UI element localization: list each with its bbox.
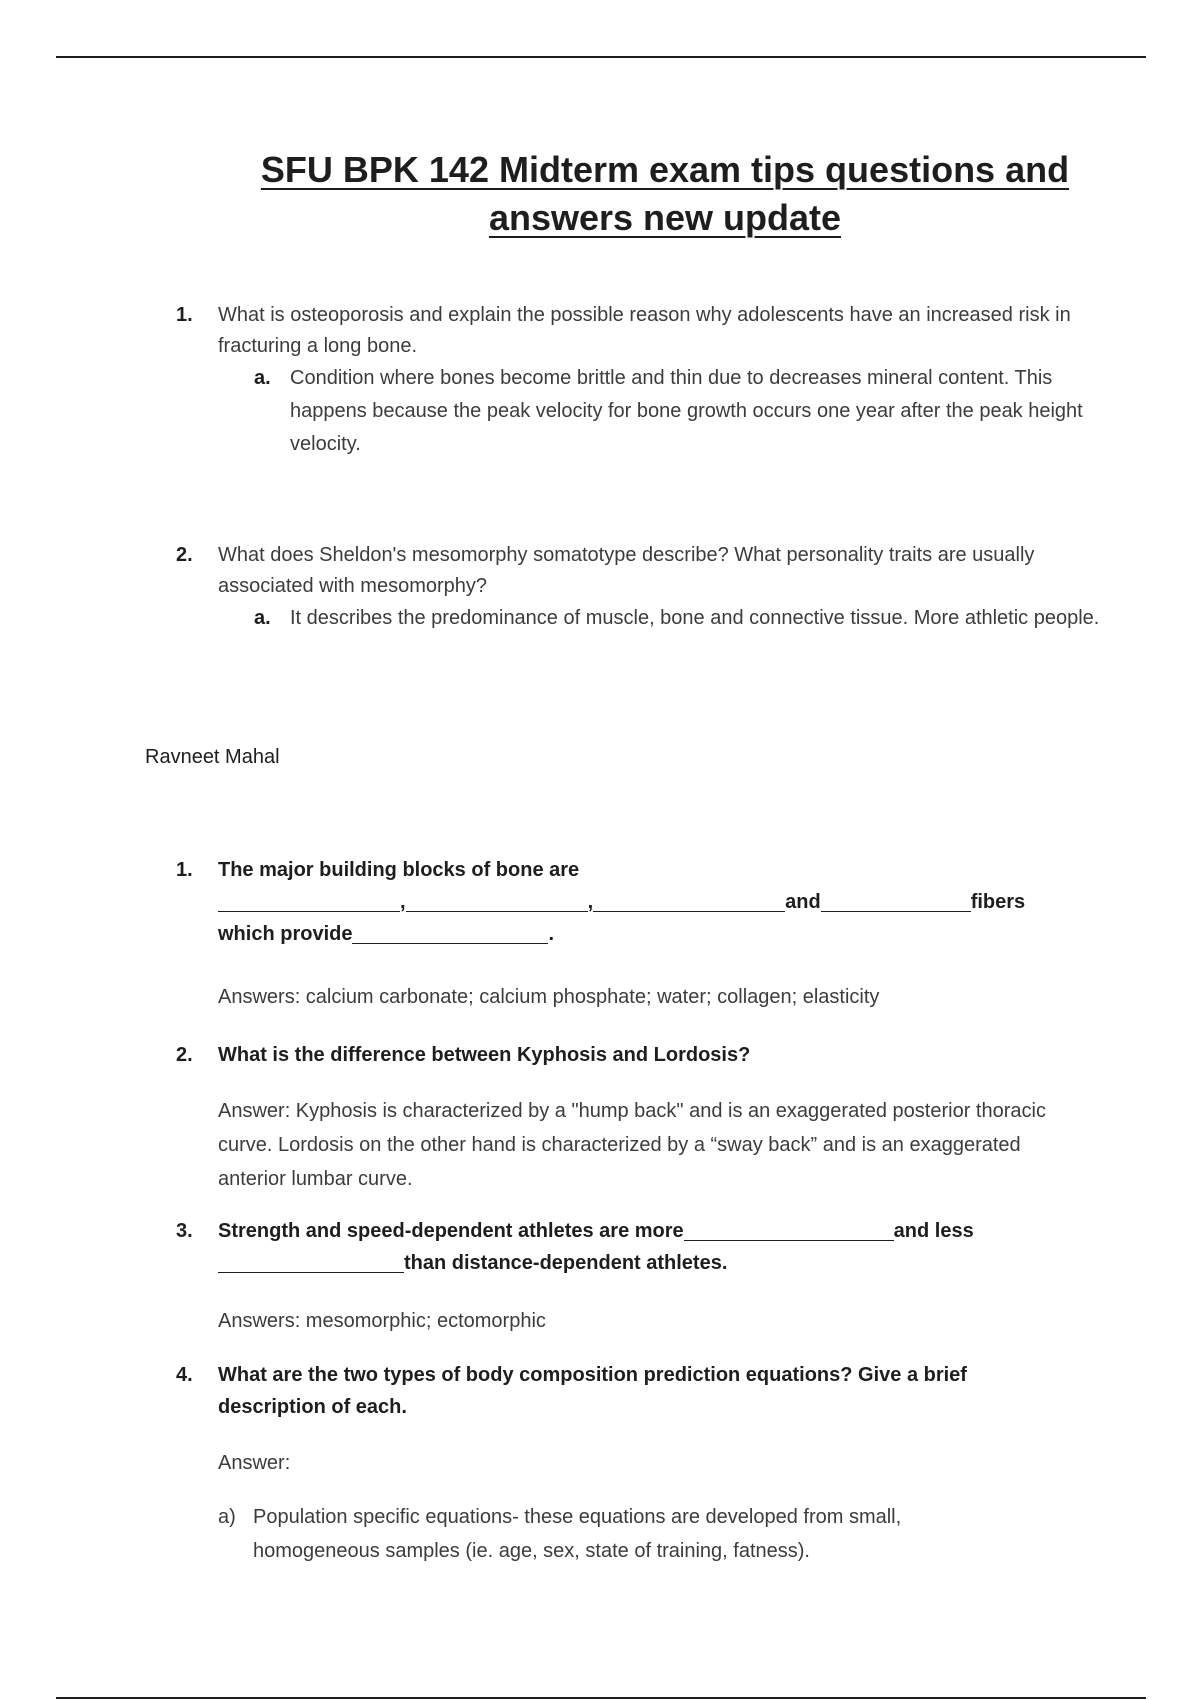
and-text: and bbox=[785, 891, 821, 913]
question-text: What does Sheldon's mesomorphy somatotype describe? What personality traits are usually associated with mesomorphy? bbox=[218, 544, 1035, 597]
period: . bbox=[548, 923, 555, 945]
page-title bbox=[200, 146, 1130, 242]
answer-1a bbox=[254, 362, 1104, 461]
answer-text: Condition where bones become brittle and thin due to decreases mineral content. This happens because the peak velocity for bone growth occurs one year after the peak height velocity. bbox=[290, 367, 1083, 455]
answer-text: It describes the predominance of muscle, bone and connective tissue. More athletic people. bbox=[290, 607, 1100, 629]
q1-line-3 bbox=[218, 918, 1076, 950]
top-rule bbox=[56, 56, 1146, 58]
q1-blanks-line bbox=[218, 886, 1076, 918]
bottom-rule bbox=[56, 1697, 1146, 1699]
q3-text-2: and less bbox=[893, 1220, 974, 1242]
fill-question-1 bbox=[176, 854, 1076, 950]
q1-answers: Answers: calcium carbonate; calcium phosphate; water; collagen; elasticity bbox=[218, 986, 880, 1008]
question-number: 4. bbox=[176, 1364, 193, 1386]
comma: , bbox=[400, 891, 406, 913]
blank-1[interactable] bbox=[684, 1218, 894, 1241]
comma: , bbox=[587, 891, 594, 913]
q4-item-a bbox=[218, 1500, 918, 1568]
q2-answer: Answer: Kyphosis is characterized by a "hump back" and is an exaggerated posterior thoracic curve. Lordosis on the other hand is characterized by a “sway back” and is an exaggerated anterior lumbar curve. bbox=[218, 1100, 1046, 1190]
item-a-text: Population specific equations- these equations are developed from small, homogeneous samples (ie. age, sex, state of training, fatness). bbox=[253, 1506, 902, 1562]
fill-question-4 bbox=[176, 1359, 1076, 1423]
question-number: 1. bbox=[176, 304, 193, 326]
question-text: What is the difference between Kyphosis and Lordosis? bbox=[218, 1044, 751, 1066]
question-1 bbox=[176, 300, 1076, 362]
q3-answers: Answers: mesomorphic; ectomorphic bbox=[218, 1310, 546, 1332]
question-2 bbox=[176, 540, 1076, 602]
question-text: What is osteoporosis and explain the possible reason why adolescents have an increased risk in fracturing a long bone. bbox=[218, 304, 1071, 357]
q4-answer-label: Answer: bbox=[218, 1452, 291, 1474]
question-number: 1. bbox=[176, 859, 193, 881]
blank-2[interactable] bbox=[218, 1250, 404, 1273]
item-a-label: a) bbox=[218, 1506, 236, 1528]
author-name: Ravneet Mahal bbox=[145, 746, 280, 768]
question-number: 3. bbox=[176, 1220, 193, 1242]
question-number: 2. bbox=[176, 544, 193, 566]
question-text bbox=[218, 854, 1076, 950]
fibers-text: fibers bbox=[970, 891, 1026, 913]
answer-label: a. bbox=[254, 607, 271, 629]
fill-question-3 bbox=[176, 1215, 1076, 1279]
blank-1[interactable] bbox=[218, 889, 400, 912]
blank-4[interactable] bbox=[821, 889, 971, 912]
q3-text-3: than distance-dependent athletes. bbox=[404, 1252, 728, 1274]
question-number: 2. bbox=[176, 1044, 193, 1066]
question-text bbox=[218, 1215, 1076, 1279]
which-provide-text: which provide bbox=[218, 923, 353, 945]
q3-line-2 bbox=[218, 1247, 1076, 1279]
blank-2[interactable] bbox=[406, 889, 588, 912]
q1-line-1: The major building blocks of bone are bbox=[218, 859, 580, 881]
answer-2a bbox=[254, 602, 1104, 635]
blank-5[interactable] bbox=[352, 921, 548, 944]
q3-line-1 bbox=[218, 1215, 1076, 1247]
title-line-1: SFU BPK 142 Midterm exam tips questions and bbox=[260, 149, 1070, 190]
question-text: What are the two types of body composition prediction equations? Give a brief description of each. bbox=[218, 1364, 967, 1418]
answer-label: a. bbox=[254, 367, 271, 389]
fill-question-2 bbox=[176, 1039, 1076, 1071]
blank-3[interactable] bbox=[593, 889, 785, 912]
title-line-2: answers new update bbox=[488, 197, 842, 238]
q3-text-1: Strength and speed-dependent athletes are more bbox=[218, 1220, 684, 1242]
